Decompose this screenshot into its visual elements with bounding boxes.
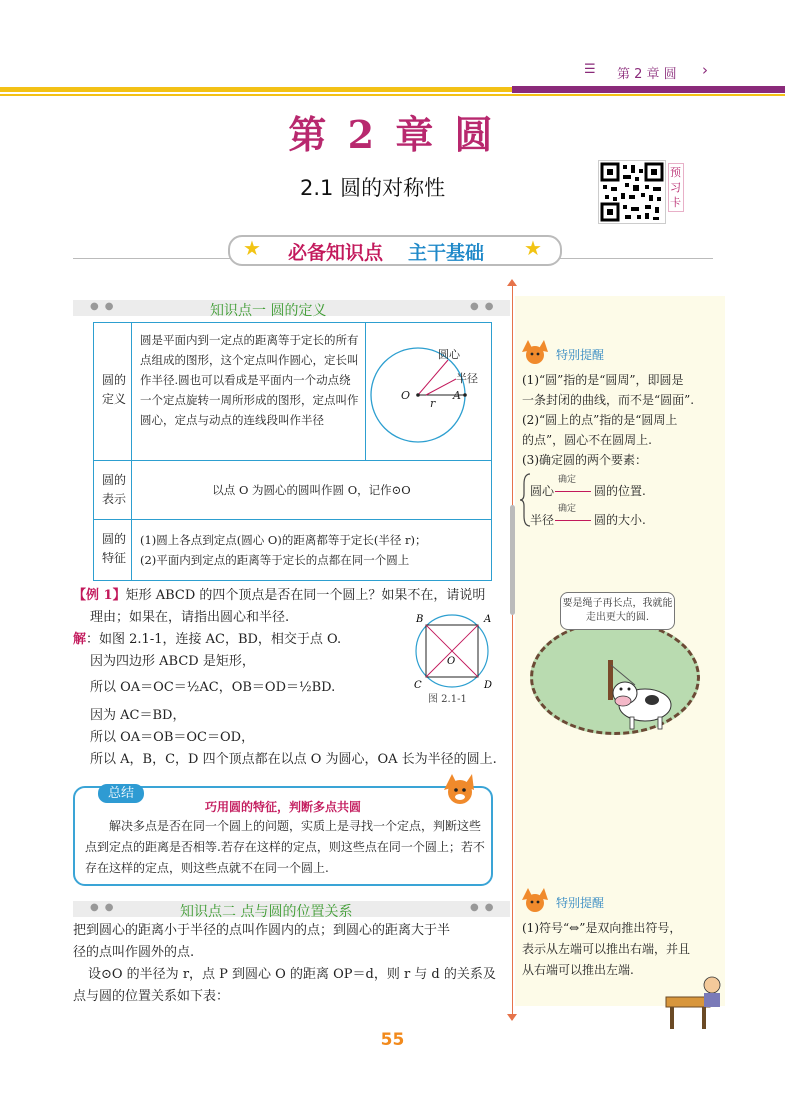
tip-line: (3)确定圆的两个要素： <box>522 453 647 467</box>
fox-mascot-icon <box>518 886 556 914</box>
arrow-label: 确定 <box>558 475 577 485</box>
scrollbar-thumb[interactable] <box>510 505 515 615</box>
kp2-line: 点与圆的位置关系如下表： <box>73 989 230 1004</box>
tip-line: (1)“圆”指的是“圆周”，即圆是 <box>522 373 684 387</box>
table-cell-definition: 圆是平面内到一定点的距离等于定长的所有点组成的图形，这个定点叫作圆心，定长叫作半径.圆也可以看成是平面内一个动点绕一个定点旋转一周所形成的图形，定点叫作圆心，定点与动点的连线段叫作半径 <box>140 333 359 427</box>
tip-line: 从右端可以推出左端. <box>522 963 634 977</box>
summary-heading: 巧用圆的特征，判断多点共圆 <box>204 800 361 814</box>
radius-label: 半径 <box>456 372 478 385</box>
study-desk-illustration <box>660 975 740 1035</box>
solution-line: 解：如图 2.1-1，连接 AC，BD，相交于点 O. <box>73 632 342 647</box>
example-question <box>73 585 503 607</box>
feature-line: (1)圆上各点到定点(圆心 O)的距离都等于定长(半径 r)； <box>140 533 427 547</box>
chevron-right-icon[interactable]: › <box>702 61 708 79</box>
section-title: 2.1 圆的对称性 <box>300 176 446 200</box>
cow-illustration <box>590 655 680 735</box>
vertex-C: C <box>414 680 422 691</box>
table-row-label: 圆的定义 <box>101 373 126 406</box>
solution-line: 所以 A，B，C，D 四个顶点都在以点 O 为圆心，OA 长为半径的圆上. <box>90 752 497 767</box>
table-divider <box>93 460 492 461</box>
dots-decoration: ●● <box>90 902 120 913</box>
center-label: 圆心 <box>438 348 460 361</box>
tip-line: 一条封闭的曲线，而不是“圆面”. <box>522 393 695 407</box>
summary-body: 解决多点是否在同一个圆上的问题，实质上是寻找一个定点，判断这些点到定点的距离是否相等.若存在这样的定点，则这些点在同一个圆上；若不存在这样的定点，则这些点就不在同一个圆上. <box>85 819 485 875</box>
table-cell-notation: 以点 O 为圆心的圆叫作圆 O，记作⊙O <box>212 483 411 497</box>
qr-code-icon[interactable] <box>598 160 666 224</box>
tip-line: 表示从左端可以推出右端，并且 <box>522 942 691 956</box>
figure-caption: 图 2.1-1 <box>428 694 467 704</box>
kp2-title: 知识点二 点与圆的位置关系 <box>180 904 353 920</box>
column-divider <box>512 285 513 1020</box>
star-icon: ★ <box>524 236 542 260</box>
banner-title-basics: 主干基础 <box>408 242 485 264</box>
table-divider <box>131 322 132 581</box>
tip-heading: 特别提醒 <box>556 896 605 910</box>
table-row-label: 圆的表示 <box>101 473 126 506</box>
question-line: 矩形 ABCD 的四个顶点是否在同一个圆上？如果不在，请说明 <box>125 588 486 603</box>
circle-definition-diagram <box>368 324 490 459</box>
header-rule <box>0 94 785 96</box>
point-label-O: O <box>401 389 411 402</box>
solution-label: 解 <box>73 632 87 647</box>
vertex-D: D <box>484 680 493 691</box>
solution-line: 因为四边形 ABCD 是矩形， <box>90 654 255 669</box>
triangle-down-icon <box>507 1014 517 1021</box>
page-number: 55 <box>380 1030 405 1050</box>
table-divider <box>365 322 366 460</box>
star-icon: ★ <box>243 236 261 260</box>
tip-line: 的点”，圆心不在圆周上. <box>522 433 652 447</box>
header-bar-yellow <box>0 87 512 92</box>
summary-tab: 总结 <box>98 784 144 803</box>
point-label-A: A <box>453 389 461 402</box>
kp1-title: 知识点一 圆的定义 <box>210 303 327 319</box>
table-divider <box>93 519 492 520</box>
solution-line: 所以 OA＝OC＝½AC，OB＝OD＝½BD. <box>90 680 336 695</box>
tip-heading: 特别提醒 <box>556 348 605 362</box>
chapter-title: 第 2 章 圆 <box>288 112 497 157</box>
header-chapter-label[interactable]: 第 2 章 圆 <box>617 67 677 82</box>
banner-title-essential: 必备知识点 <box>288 242 384 264</box>
dots-decoration: ●● <box>470 301 500 312</box>
speech-bubble: 要是绳子再长点，我就能走出更大的圆. <box>560 592 675 630</box>
center-O: O <box>447 656 456 667</box>
question-line: 理由；如果在，请指出圆心和半径. <box>90 610 290 625</box>
qr-label[interactable]: 预习卡 <box>668 163 684 212</box>
tip-line: (1)符号“⇔”是双向推出符号， <box>522 921 682 935</box>
tip-line: (2)“圆上的点”指的是“圆周上 <box>522 413 678 427</box>
dots-decoration: ●● <box>470 902 500 913</box>
table-row-label: 圆的特征 <box>101 532 126 565</box>
element-center: 圆心 <box>530 484 555 498</box>
header-bar-purple <box>512 86 785 93</box>
vertex-A: A <box>484 614 492 625</box>
rectangle-circle-figure <box>410 608 500 704</box>
triangle-up-icon <box>507 279 517 286</box>
vertex-B: B <box>416 614 424 625</box>
element-center-result: 圆的位置. <box>594 484 646 498</box>
element-radius-result: 圆的大小. <box>594 513 646 527</box>
element-radius: 半径 <box>530 513 555 527</box>
arrow-right-icon <box>555 520 591 521</box>
banner-box <box>228 235 562 266</box>
arrow-label: 确定 <box>558 504 577 514</box>
dots-decoration: ●● <box>90 301 120 312</box>
kp2-line: 设⊙O 的半径为 r，点 P 到圆心 O 的距离 OP＝d，则 r 与 d 的关系及 <box>88 967 496 982</box>
feature-line: (2)平面内到定点的距离等于定长的点都在同一个圆上 <box>140 553 410 567</box>
solution-line: 因为 AC＝BD， <box>90 708 186 723</box>
arrow-right-icon <box>555 491 591 492</box>
radius-symbol: r <box>430 397 436 410</box>
list-icon[interactable]: ☰ <box>584 62 596 77</box>
kp2-line: 径的点叫作圆外的点. <box>73 945 195 960</box>
solution-line: 所以 OA＝OB＝OC＝OD， <box>90 730 255 745</box>
example-label: 【例 1】 <box>73 588 126 603</box>
table-cell-features <box>140 530 485 570</box>
kp2-line: 把到圆心的距离小于半径的点叫作圆内的点；到圆心的距离大于半 <box>73 923 451 938</box>
fox-mascot-icon <box>518 338 556 366</box>
